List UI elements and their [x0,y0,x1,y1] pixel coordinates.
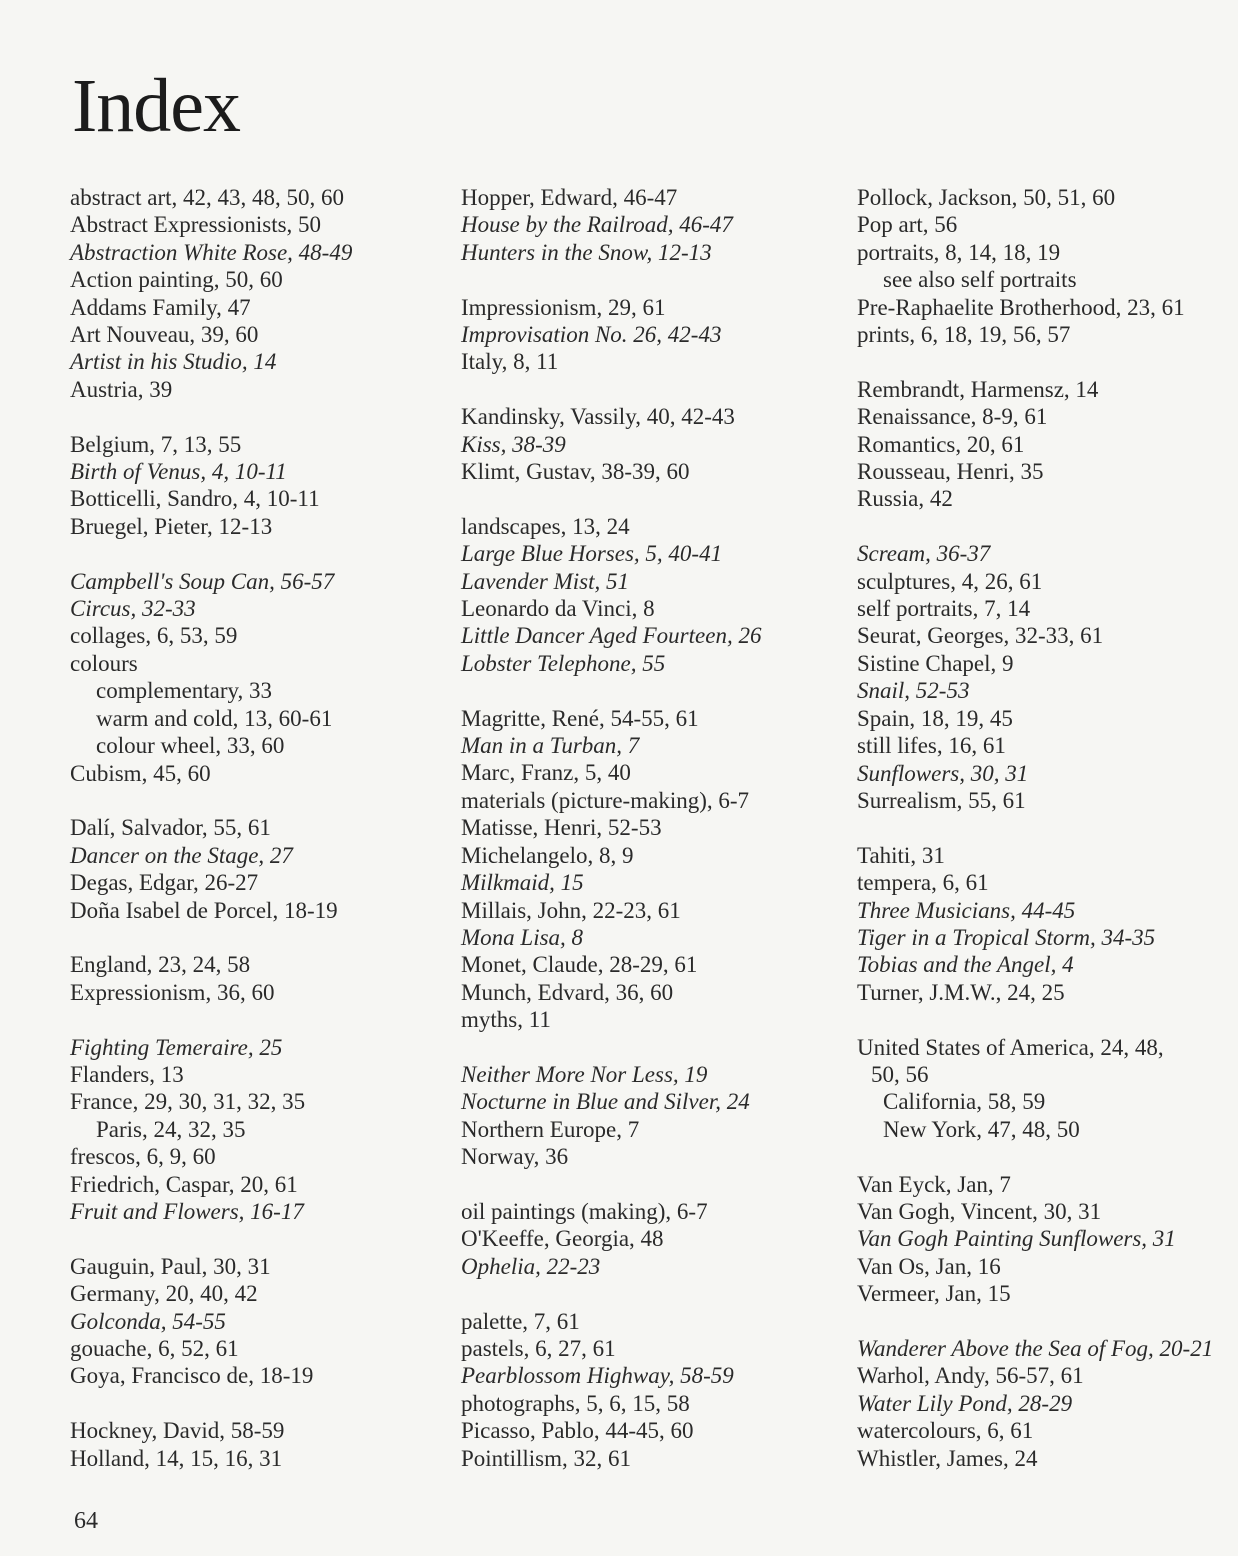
index-subentry: California, 58, 59 [883,1089,1046,1115]
index-entry: Doña Isabel de Porcel, 18-19 [70,897,338,923]
index-entry: Fruit and Flowers, 16-17 [70,1198,304,1224]
index-entry: Circus, 32-33 [70,596,196,622]
index-column-2 [461,184,841,1472]
index-entry: Man in a Turban, 7 [461,733,640,759]
index-entry: Kiss, 38-39 [461,431,566,457]
index-entry: prints, 6, 18, 19, 56, 57 [857,322,1071,348]
index-entry: Tobias and the Angel, 4 [857,952,1074,978]
index-entry: Munch, Edvard, 36, 60 [461,979,674,1005]
index-entry: Tahiti, 31 [857,842,945,868]
index-entry: 50, 56 [871,1061,929,1087]
index-entry: Nocturne in Blue and Silver, 24 [461,1089,750,1115]
index-entry: Pearblossom Highway, 58-59 [461,1363,734,1389]
index-entry: Russia, 42 [857,486,953,512]
index-entry: Whistler, James, 24 [857,1445,1038,1471]
group-spacer [857,1006,1227,1033]
index-entry: Holland, 14, 15, 16, 31 [70,1445,283,1471]
index-entry: Water Lily Pond, 28-29 [857,1390,1073,1416]
group-spacer [70,1006,450,1033]
index-entry: Bruegel, Pieter, 12-13 [70,513,273,539]
index-entry: Hopper, Edward, 46-47 [461,185,678,210]
index-entry: Expressionism, 36, 60 [70,979,275,1005]
index-entry: Warhol, Andy, 56-57, 61 [857,1363,1084,1389]
index-entry: Snail, 52-53 [857,678,970,704]
index-entry: Italy, 8, 11 [461,349,559,375]
index-entry: United States of America, 24, 48, [857,1034,1164,1060]
page-title: Index [72,64,241,148]
index-entry: Large Blue Horses, 5, 40-41 [461,541,723,567]
index-entry: still lifes, 16, 61 [857,733,1006,759]
index-entry: Degas, Edgar, 26-27 [70,870,259,896]
group-spacer [70,540,450,567]
index-entry: Van Gogh, Vincent, 30, 31 [857,1198,1102,1224]
index-entry: Klimt, Gustav, 38-39, 60 [461,459,690,485]
index-entry: Gauguin, Paul, 30, 31 [70,1253,271,1279]
index-entry: pastels, 6, 27, 61 [461,1335,616,1361]
index-entry: frescos, 6, 9, 60 [70,1144,216,1170]
index-entry: Pointillism, 32, 61 [461,1445,631,1471]
index-entry: Matisse, Henri, 52-53 [461,815,662,841]
index-entry: Hockney, David, 58-59 [70,1418,285,1444]
index-entry: Campbell's Soup Can, 56-57 [70,568,335,594]
index-column-1 [70,184,450,1472]
group-spacer [461,485,841,512]
index-entry: Van Gogh Painting Sunflowers, 31 [857,1226,1176,1252]
index-entry: colours [70,650,138,676]
index-entry: Germany, 20, 40, 42 [70,1281,258,1307]
index-subentry: see also self portraits [883,267,1077,293]
index-entry: Van Eyck, Jan, 7 [857,1171,1011,1197]
index-entry: Rembrandt, Harmensz, 14 [857,376,1099,402]
index-entry: Picasso, Pablo, 44-45, 60 [461,1418,694,1444]
index-entry: Three Musicians, 44-45 [857,897,1076,923]
index-entry: abstract art, 42, 43, 48, 50, 60 [70,185,345,210]
index-entry: Seurat, Georges, 32-33, 61 [857,623,1104,649]
index-entry: Goya, Francisco de, 18-19 [70,1363,314,1389]
group-spacer [461,677,841,704]
index-entry: Michelangelo, 8, 9 [461,842,634,868]
index-entry: Tiger in a Tropical Storm, 34-35 [857,924,1156,950]
group-spacer [857,1143,1227,1170]
index-entry: Dancer on the Stage, 27 [70,842,293,868]
index-subentry: Paris, 24, 32, 35 [96,1116,246,1142]
index-entry: Norway, 36 [461,1144,569,1170]
index-entry: Little Dancer Aged Fourteen, 26 [461,623,762,649]
index-entry: Spain, 18, 19, 45 [857,705,1013,731]
index-entry: Dalí, Salvador, 55, 61 [70,815,271,841]
index-entry: Surrealism, 55, 61 [857,787,1026,813]
index-entry: Artist in his Studio, 14 [70,349,277,375]
index-entry: sculptures, 4, 26, 61 [857,568,1043,594]
index-entry: Milkmaid, 15 [461,870,584,896]
index-entry: O'Keeffe, Georgia, 48 [461,1226,664,1252]
index-entry: Sistine Chapel, 9 [857,650,1014,676]
group-spacer [461,266,841,293]
index-entry: Birth of Venus, 4, 10-11 [70,459,287,485]
index-entry: Botticelli, Sandro, 4, 10-11 [70,486,320,512]
page-number: 64 [74,1508,98,1534]
index-entry: Cubism, 45, 60 [70,760,211,786]
index-entry: Austria, 39 [70,376,173,402]
index-entry: Millais, John, 22-23, 61 [461,897,681,923]
index-entry: Pop art, 56 [857,212,958,238]
index-entry: Marc, Franz, 5, 40 [461,760,631,786]
index-entry: myths, 11 [461,1007,551,1033]
group-spacer [857,513,1227,540]
index-entry: Friedrich, Caspar, 20, 61 [70,1171,298,1197]
index-entry: Improvisation No. 26, 42-43 [461,322,722,348]
group-spacer [857,348,1227,375]
index-entry: collages, 6, 53, 59 [70,623,238,649]
index-entry: Leonardo da Vinci, 8 [461,596,655,622]
index-entry: Kandinsky, Vassily, 40, 42-43 [461,404,735,430]
index-entry: portraits, 8, 14, 18, 19 [857,239,1061,265]
index-entry: Abstraction White Rose, 48-49 [70,239,353,265]
index-entry: Neither More Nor Less, 19 [461,1061,708,1087]
index-entry: Abstract Expressionists, 50 [70,212,322,238]
index-entry: Art Nouveau, 39, 60 [70,322,259,348]
group-spacer [461,1171,841,1198]
index-entry: Addams Family, 47 [70,294,251,320]
index-entry: oil paintings (making), 6-7 [461,1198,708,1224]
index-subentry: warm and cold, 13, 60-61 [96,705,333,731]
group-spacer [857,814,1227,841]
index-entry: Lobster Telephone, 55 [461,650,666,676]
index-entry: England, 23, 24, 58 [70,952,251,978]
index-entry: Ophelia, 22-23 [461,1253,601,1279]
index-subentry: colour wheel, 33, 60 [96,733,285,759]
index-entry: Sunflowers, 30, 31 [857,760,1029,786]
index-entry: watercolours, 6, 61 [857,1418,1034,1444]
index-entry: Belgium, 7, 13, 55 [70,431,242,457]
group-spacer [70,1390,450,1417]
index-entry: photographs, 5, 6, 15, 58 [461,1390,690,1416]
group-spacer [70,924,450,951]
index-entry: Monet, Claude, 28-29, 61 [461,952,698,978]
index-entry: Rousseau, Henri, 35 [857,459,1044,485]
index-entry: Renaissance, 8-9, 61 [857,404,1048,430]
index-entry: Hunters in the Snow, 12-13 [461,239,712,265]
group-spacer [461,1034,841,1061]
index-entry: Turner, J.M.W., 24, 25 [857,979,1065,1005]
index-entry: Pre-Raphaelite Brotherhood, 23, 61 [857,294,1185,320]
index-entry: Fighting Temeraire, 25 [70,1034,283,1060]
group-spacer [70,787,450,814]
index-entry: Romantics, 20, 61 [857,431,1025,457]
index-entry: Vermeer, Jan, 15 [857,1281,1011,1307]
group-spacer [70,1225,450,1252]
index-entry: materials (picture-making), 6-7 [461,787,750,813]
index-entry: palette, 7, 61 [461,1308,580,1334]
index-entry: Lavender Mist, 51 [461,568,630,594]
index-entry: self portraits, 7, 14 [857,596,1031,622]
index-subentry: complementary, 33 [96,678,273,704]
index-entry: Impressionism, 29, 61 [461,294,666,320]
index-entry: Golconda, 54-55 [70,1308,226,1334]
group-spacer [857,1308,1227,1335]
index-entry: tempera, 6, 61 [857,870,989,896]
index-subentry: New York, 47, 48, 50 [883,1116,1080,1142]
index-entry: Mona Lisa, 8 [461,924,584,950]
group-spacer [461,376,841,403]
index-entry: Scream, 36-37 [857,541,991,567]
index-entry: landscapes, 13, 24 [461,513,630,539]
index-entry: Pollock, Jackson, 50, 51, 60 [857,185,1116,210]
index-entry: Wanderer Above the Sea of Fog, 20-21 [857,1335,1214,1361]
index-entry: France, 29, 30, 31, 32, 35 [70,1089,306,1115]
group-spacer [70,403,450,430]
index-entry: Van Os, Jan, 16 [857,1253,1001,1279]
group-spacer [461,1280,841,1307]
index-column-3 [857,184,1227,1472]
index-entry: Northern Europe, 7 [461,1116,640,1142]
index-entry: Magritte, René, 54-55, 61 [461,705,699,731]
index-entry: House by the Railroad, 46-47 [461,212,733,238]
index-entry: Flanders, 13 [70,1061,184,1087]
index-entry: Action painting, 50, 60 [70,267,283,293]
index-entry: gouache, 6, 52, 61 [70,1335,239,1361]
